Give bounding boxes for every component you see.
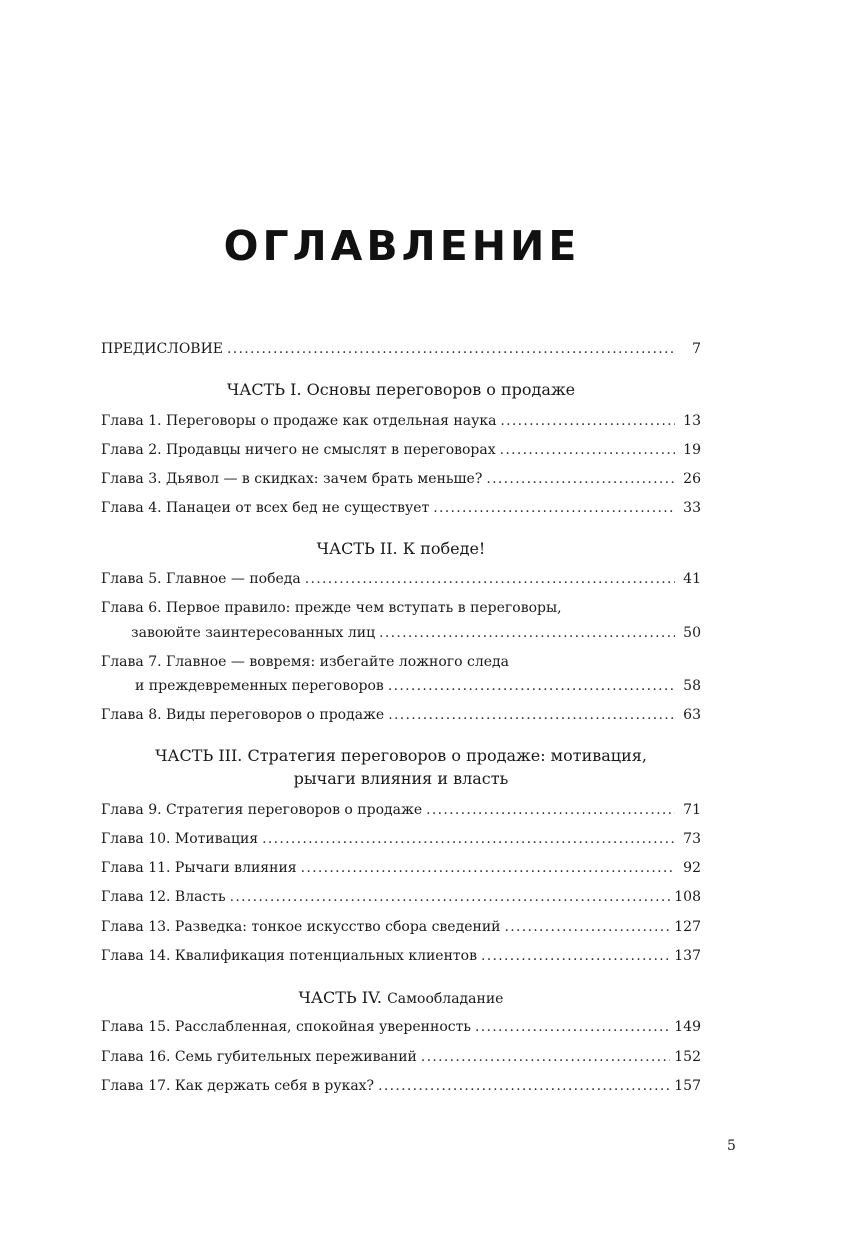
toc-entry-chapter-8[interactable] xyxy=(101,705,701,725)
toc-entry-chapter-13[interactable] xyxy=(101,917,701,937)
toc-entry-chapter-12[interactable] xyxy=(101,887,701,907)
toc-entry-chapter-7[interactable] xyxy=(101,676,701,696)
part-heading-3-line2: рычаги влияния и власть xyxy=(293,769,509,788)
toc-entry-label: Глава 10. Мотивация xyxy=(101,831,259,847)
toc-entry-label: Глава 9. Стратегия переговоров о продаже xyxy=(101,802,423,818)
dot-leader xyxy=(500,411,675,431)
toc-entry-page: 108 xyxy=(674,889,701,905)
toc-entry-label: Глава 12. Власть xyxy=(101,889,226,905)
toc-entry-label: Глава 4. Панацеи от всех бед не существует xyxy=(101,500,430,516)
dot-leader xyxy=(378,1076,670,1096)
toc-entry-label: Глава 3. Дьявол — в скидках: зачем брать меньше? xyxy=(101,471,483,487)
dot-leader xyxy=(481,946,670,966)
dot-leader xyxy=(227,339,675,359)
toc-entry-chapter-11[interactable] xyxy=(101,858,701,878)
toc-entry-chapter-2[interactable] xyxy=(101,440,701,460)
dot-leader xyxy=(433,498,675,518)
toc-entry-chapter-3[interactable] xyxy=(101,469,701,489)
dot-leader xyxy=(262,829,675,849)
toc-entry-chapter-14[interactable] xyxy=(101,946,701,966)
dot-leader xyxy=(421,1047,670,1067)
toc-entry-page: 157 xyxy=(674,1078,701,1094)
toc-entry-chapter-6[interactable] xyxy=(101,623,701,643)
page-title: ОГЛАВЛЕНИЕ xyxy=(223,222,581,270)
toc-entry-label: завоюйте заинтересованных лиц xyxy=(131,625,376,641)
toc-entry-label: Глава 5. Главное — победа xyxy=(101,571,301,587)
dot-leader xyxy=(379,623,675,643)
toc-entry-page: 152 xyxy=(674,1049,701,1065)
toc-entry-chapter-6-line1[interactable]: Глава 6. Первое правило: прежде чем вступать в переговоры, xyxy=(101,600,562,616)
dot-leader xyxy=(500,440,675,460)
toc-entry-page: 149 xyxy=(674,1019,701,1035)
toc-entry-page: 137 xyxy=(674,948,701,964)
dot-leader xyxy=(475,1017,670,1037)
toc-entry-label: Глава 1. Переговоры о продаже как отдельная наука xyxy=(101,413,497,429)
toc-entry-chapter-17[interactable] xyxy=(101,1076,701,1096)
dot-leader xyxy=(301,858,675,878)
toc-entry-page: 58 xyxy=(683,678,701,694)
toc-entry-chapter-7-line1[interactable]: Глава 7. Главное — вовремя: избегайте ложного следа xyxy=(101,654,509,670)
toc-entry-chapter-16[interactable] xyxy=(101,1047,701,1067)
dot-leader xyxy=(426,800,675,820)
toc-entry-label: Глава 16. Семь губительных переживаний xyxy=(101,1049,417,1065)
toc-entry-page: 50 xyxy=(683,625,701,641)
toc-entry-page: 7 xyxy=(692,341,701,357)
toc-entry-preface[interactable] xyxy=(101,339,701,359)
dot-leader xyxy=(505,917,671,937)
toc-entry-chapter-10[interactable] xyxy=(101,829,701,849)
toc-entry-label: Глава 15. Расслабленная, спокойная уверенность xyxy=(101,1019,471,1035)
toc-entry-page: 33 xyxy=(683,500,701,516)
part-heading-2: ЧАСТЬ II. К победе! xyxy=(316,539,486,558)
toc-entry-page: 13 xyxy=(683,413,701,429)
toc-entry-page: 26 xyxy=(683,471,701,487)
toc-entry-label: Глава 8. Виды переговоров о продаже xyxy=(101,707,385,723)
toc-entry-page: 41 xyxy=(683,571,701,587)
toc-entry-label: Глава 11. Рычаги влияния xyxy=(101,860,297,876)
toc-entry-page: 19 xyxy=(683,442,701,458)
toc-entry-label: Глава 2. Продавцы ничего не смыслят в переговорах xyxy=(101,442,496,458)
dot-leader xyxy=(486,469,675,489)
toc-entry-chapter-1[interactable] xyxy=(101,411,701,431)
toc-entry-label: ПРЕДИСЛОВИЕ xyxy=(101,341,224,357)
toc-entry-label: Глава 14. Квалификация потенциальных клиентов xyxy=(101,948,477,964)
dot-leader xyxy=(305,569,675,589)
part-heading-4 xyxy=(101,987,701,1010)
toc-entry-chapter-4[interactable] xyxy=(101,498,701,518)
toc-entry-label: Глава 13. Разведка: тонкое искусство сбора сведений xyxy=(101,919,501,935)
dot-leader xyxy=(230,887,671,907)
toc-entry-page: 92 xyxy=(683,860,701,876)
part-heading-4-suffix: Самообладание xyxy=(387,991,504,1007)
dot-leader xyxy=(388,705,675,725)
page-number: 5 xyxy=(727,1138,736,1154)
toc-entry-page: 127 xyxy=(674,919,701,935)
toc-entry-page: 71 xyxy=(683,802,701,818)
toc-entry-chapter-15[interactable] xyxy=(101,1017,701,1037)
dot-leader xyxy=(388,676,675,696)
toc-entry-label: Глава 17. Как держать себя в руках? xyxy=(101,1078,375,1094)
part-heading-4-prefix: ЧАСТЬ IV. xyxy=(298,988,382,1007)
toc-entry-label: и преждевременных переговоров xyxy=(135,678,384,694)
toc-entry-page: 73 xyxy=(683,831,701,847)
toc-entry-page: 63 xyxy=(683,707,701,723)
toc-entry-chapter-5[interactable] xyxy=(101,569,701,589)
toc-entry-chapter-9[interactable] xyxy=(101,800,701,820)
part-heading-1: ЧАСТЬ I. Основы переговоров о продаже xyxy=(226,380,576,399)
part-heading-3-line1: ЧАСТЬ III. Стратегия переговоров о продаже: мотивация, xyxy=(155,746,647,765)
